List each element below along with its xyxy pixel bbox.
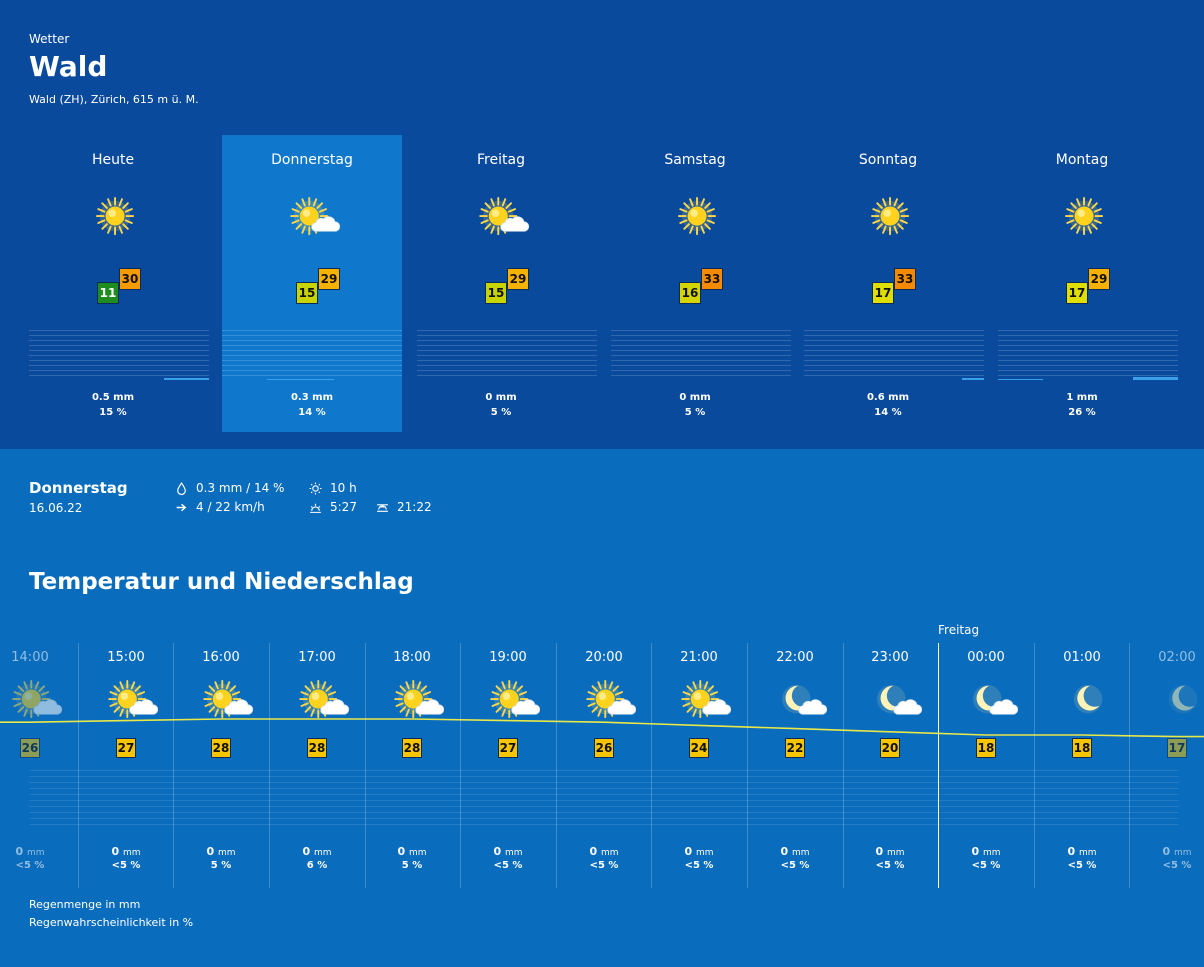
day-rain-chart [29,330,209,380]
day-rain-amount: 1 mm [1066,392,1098,403]
hour-rain-value: 0 [1162,845,1171,858]
day-rain-amount: 0 mm [679,392,711,403]
day-weather-icon [479,197,529,241]
hour-temp: 20 [880,738,900,758]
day-column-sonntag[interactable] [798,135,978,432]
hour-rain-value: 0 [15,845,24,858]
hour-temp: 22 [785,738,805,758]
hour-rain-amount [0,845,78,858]
max-temp: 29 [318,268,340,290]
hour-rain-value: 0 [971,845,980,858]
hour-time: 01:00 [1063,650,1101,665]
hour-rain-value: 0 [206,845,215,858]
legend-rain-probability: Regenwahrscheinlichkeit in % [29,916,194,929]
day-column-samstag[interactable] [605,135,785,432]
sun-cloud-icon [12,680,62,720]
rain-chart-grid [29,770,1179,830]
hour-rain-amount [1129,845,1204,858]
moon-cloud-icon [777,680,827,720]
hour-temp: 28 [402,738,422,758]
hour-rain-probability: <5 % [111,860,141,871]
rain-bar [998,379,1043,380]
hour-time: 22:00 [776,650,814,665]
hour-rain-value: 0 [875,845,884,858]
day-column-montag[interactable] [992,135,1172,432]
hour-temp: 18 [976,738,996,758]
day-column-freitag[interactable] [411,135,591,432]
hour-rain-amount [460,845,556,858]
sun-cloud-icon [108,680,158,720]
hour-temp: 17 [1167,738,1187,758]
day-rain-chart [804,330,984,380]
hour-temp: 24 [689,738,709,758]
hour-rain-unit: mm [886,848,905,858]
hour-rain-unit: mm [504,848,523,858]
day-rain-probability: 26 % [1068,407,1096,418]
max-temp: 30 [119,268,141,290]
day-rain-probability: 14 % [874,407,902,418]
hour-weather-icon [968,680,1018,720]
hour-temp: 26 [20,738,40,758]
hour-weather-icon [394,680,444,720]
hour-rain-probability: 6 % [306,860,328,871]
hour-weather-icon [108,680,158,720]
hour-time: 23:00 [871,650,909,665]
hour-time: 17:00 [298,650,336,665]
min-temp: 16 [679,282,701,304]
detail-sunrise-value: 5:27 [330,500,357,514]
detail-rain-value: 0.3 mm / 14 % [196,481,285,495]
rain-bar [267,379,334,380]
day-rain-chart [417,330,597,380]
hour-time: 00:00 [967,650,1005,665]
hour-temp: 27 [498,738,518,758]
day-rain-amount: 0 mm [485,392,517,403]
rain-bar [164,378,209,380]
max-temp: 33 [894,268,916,290]
day-name: Sonntag [858,152,918,168]
page-title: Wald [29,50,108,83]
hour-weather-icon [681,680,731,720]
day-rain-amount: 0.3 mm [290,392,334,403]
hour-rain-unit: mm [217,848,236,858]
hour-rain-value: 0 [589,845,598,858]
hour-rain-amount [1034,845,1130,858]
hour-rain-amount [938,845,1034,858]
day-weather-icon [673,197,723,241]
hour-weather-icon [586,680,636,720]
hour-weather-icon [777,680,827,720]
sun-cloud-icon [586,680,636,720]
hour-temp: 18 [1072,738,1092,758]
hour-rain-amount [651,845,747,858]
hour-temp: 28 [307,738,327,758]
hour-rain-unit: mm [982,848,1001,858]
max-temp: 29 [1088,268,1110,290]
day-rain-probability: 14 % [298,407,326,418]
day-name: Montag [1055,152,1109,168]
rain-bar [1133,377,1178,380]
hour-rain-probability: <5 % [875,860,905,871]
legend-rain-amount: Regenmenge in mm [29,898,141,911]
hour-weather-icon [1064,680,1114,720]
day-name: Heute [91,152,135,168]
day-weather-icon [866,197,916,241]
hour-time: 15:00 [107,650,145,665]
min-temp: 15 [485,282,507,304]
moon-cloud-icon [968,680,1018,720]
hour-rain-probability: <5 % [780,860,810,871]
day-rain-probability: 15 % [99,407,127,418]
detail-rain [175,481,284,495]
next-day-marker: Freitag [938,623,980,637]
hour-temp: 27 [116,738,136,758]
location-subtitle: Wald (ZH), Zürich, 615 m ü. M. [29,93,199,106]
sun-icon [1060,197,1110,237]
hour-time: 02:00 [1158,650,1196,665]
hour-weather-icon [203,680,253,720]
day-rain-probability: 5 % [684,407,706,418]
hour-rain-probability: <5 % [1162,860,1192,871]
hour-rain-probability: 5 % [210,860,232,871]
detail-sunset [376,500,432,514]
detail-wind-value: 4 / 22 km/h [196,500,265,514]
day-rain-amount: 0.6 mm [866,392,910,403]
sun-cloud-icon [299,680,349,720]
hour-time: 18:00 [393,650,431,665]
sun-icon [91,197,141,237]
hour-rain-amount [78,845,174,858]
sun-outline-icon [309,482,322,495]
hour-rain-unit: mm [26,848,45,858]
day-column-heute[interactable] [23,135,203,432]
day-rain-chart [222,330,402,380]
sun-cloud-icon [490,680,540,720]
hour-rain-probability: <5 % [971,860,1001,871]
moon-cloud-icon [872,680,922,720]
hour-temp: 28 [211,738,231,758]
breadcrumb[interactable]: Wetter [29,32,70,46]
detail-sun-hours-value: 10 h [330,481,357,495]
moon-icon [1064,680,1114,720]
hour-rain-value: 0 [780,845,789,858]
wind-arrow-icon [175,501,188,514]
day-rain-probability: 5 % [490,407,512,418]
hour-time: 16:00 [202,650,240,665]
day-weather-icon [1060,197,1110,241]
hour-rain-amount [747,845,843,858]
day-name: Samstag [664,152,726,168]
sun-cloud-icon [479,197,529,237]
detail-sunrise [309,500,357,514]
hour-rain-value: 0 [493,845,502,858]
hour-rain-value: 0 [302,845,311,858]
sunset-icon [376,501,389,514]
sunrise-icon [309,501,322,514]
day-rain-chart [998,330,1178,380]
hour-rain-probability: <5 % [493,860,523,871]
hour-rain-amount [173,845,269,858]
sun-icon [866,197,916,237]
min-temp: 17 [872,282,894,304]
hour-weather-icon [12,680,62,720]
sun-cloud-icon [203,680,253,720]
hour-time: 14:00 [11,650,49,665]
hour-rain-probability: <5 % [589,860,619,871]
hour-rain-unit: mm [695,848,714,858]
min-temp: 17 [1066,282,1088,304]
hour-rain-probability: <5 % [684,860,714,871]
day-weather-icon [290,197,340,241]
hour-rain-amount [269,845,365,858]
hour-temp: 26 [594,738,614,758]
min-temp: 15 [296,282,318,304]
hour-rain-unit: mm [408,848,427,858]
hour-rain-value: 0 [684,845,693,858]
raindrop-icon [175,482,188,495]
detail-sunset-value: 21:22 [397,500,432,514]
hour-weather-icon [490,680,540,720]
hour-rain-amount [364,845,460,858]
hour-rain-unit: mm [313,848,332,858]
hour-weather-icon [872,680,922,720]
hour-rain-probability: 5 % [401,860,423,871]
day-rain-amount: 0.5 mm [91,392,135,403]
rain-bar [962,378,984,380]
hour-rain-unit: mm [122,848,141,858]
detail-day-name: Donnerstag [29,479,128,497]
hour-rain-value: 0 [1067,845,1076,858]
hour-rain-unit: mm [791,848,810,858]
moon-icon [1159,680,1204,720]
max-temp: 33 [701,268,723,290]
day-name: Freitag [477,152,525,168]
hour-time: 20:00 [585,650,623,665]
hour-rain-unit: mm [600,848,619,858]
hour-rain-probability: <5 % [15,860,45,871]
sun-icon [673,197,723,237]
day-rain-chart [611,330,791,380]
day-column-donnerstag[interactable] [222,135,402,432]
hour-time: 21:00 [680,650,718,665]
hour-rain-value: 0 [111,845,120,858]
detail-date: 16.06.22 [29,501,83,515]
hour-rain-amount [842,845,938,858]
hour-weather-icon [1159,680,1204,720]
hour-weather-icon [299,680,349,720]
hour-rain-probability: <5 % [1067,860,1097,871]
day-weather-icon [91,197,141,241]
day-name: Donnerstag [271,152,353,168]
sun-cloud-icon [681,680,731,720]
forecast-header-panel [0,0,1204,449]
detail-wind [175,500,265,514]
hour-rain-value: 0 [397,845,406,858]
hour-rain-unit: mm [1173,848,1192,858]
hour-rain-unit: mm [1078,848,1097,858]
sun-cloud-icon [290,197,340,237]
hour-rain-amount [556,845,652,858]
max-temp: 29 [507,268,529,290]
sun-cloud-icon [394,680,444,720]
detail-sun-hours [309,481,357,495]
section-title: Temperatur und Niederschlag [29,569,414,595]
hour-time: 19:00 [489,650,527,665]
min-temp: 11 [97,282,119,304]
